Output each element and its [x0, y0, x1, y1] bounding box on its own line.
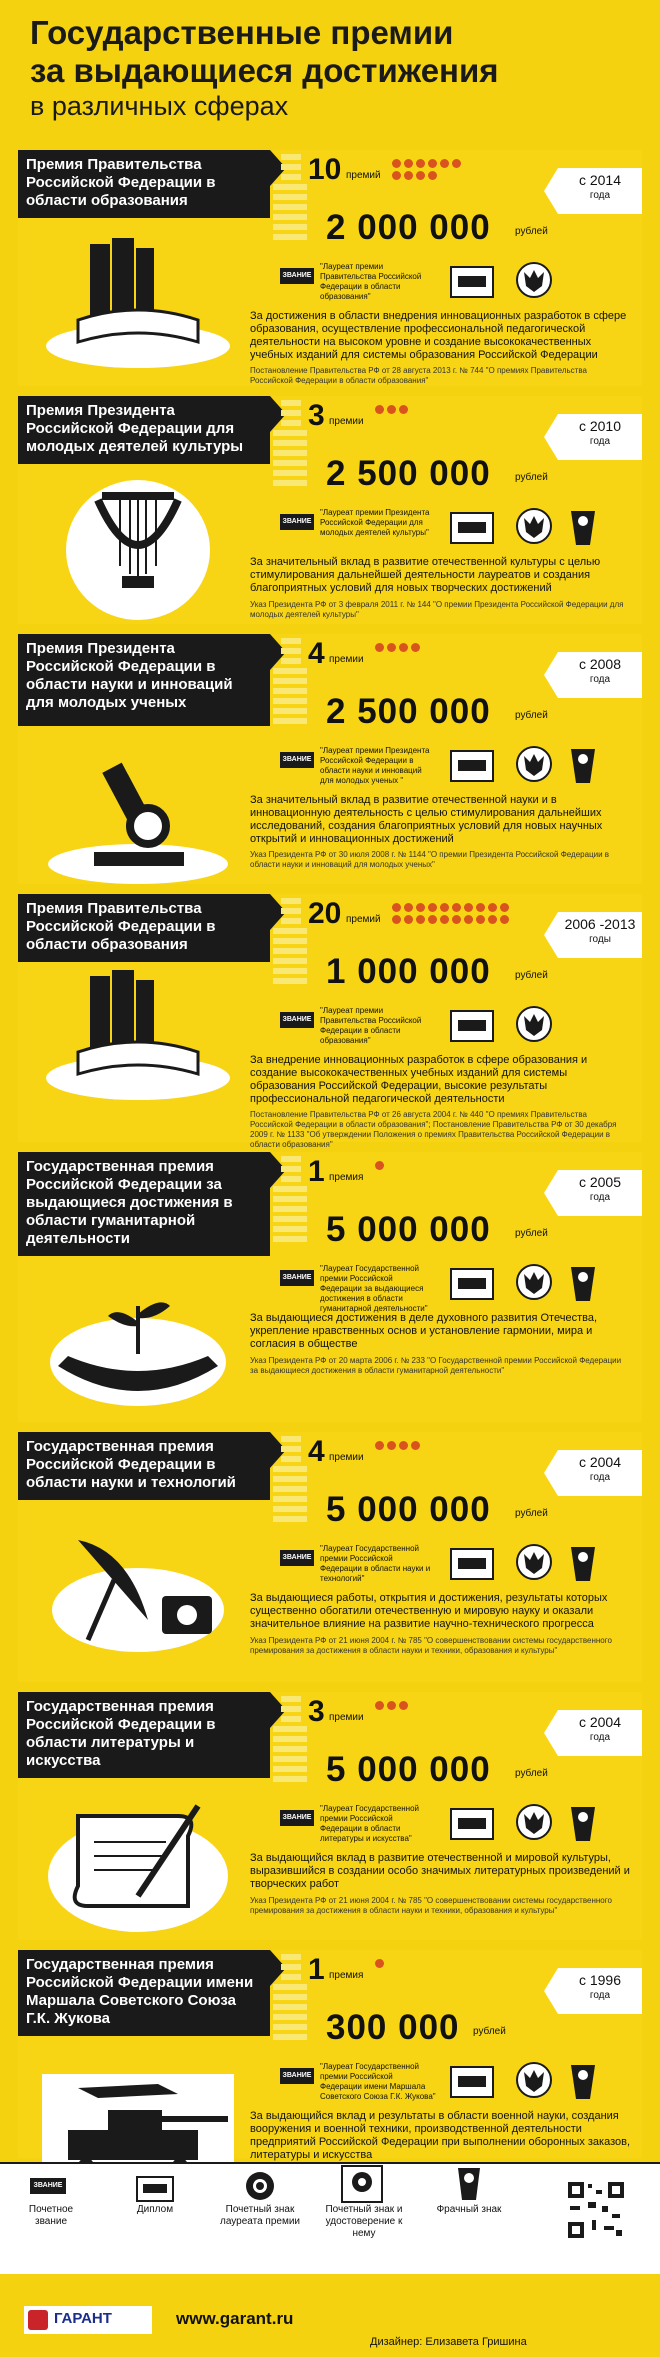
laureate-title: "Лауреат Государственной премии Российской Федерации в области науки и технологий": [320, 1544, 431, 1583]
legend-item-title: Почетное звание: [28, 2204, 74, 2227]
since-year-value: с 2005: [578, 1174, 622, 1190]
prize-dot: [452, 915, 461, 924]
award-description: За достижения в области внедрения инновационных разработок в сфере образования, осуществление профессиональной педагогической деятельности на высоком уровне и создание высококачественных учебных изданий для системы образования Российской Федерации: [250, 310, 627, 361]
prize-dot: [387, 1441, 396, 1450]
tailcoat-sign-icon: [568, 2062, 598, 2102]
prize-dot: [375, 1959, 384, 1968]
since-year-value: с 2008: [578, 656, 622, 672]
emblem-icon: [516, 2060, 552, 2100]
award-illustration: [38, 1266, 238, 1416]
prize-dot: [500, 903, 509, 912]
currency-label: рублей: [515, 1508, 548, 1519]
prize-dot: [411, 643, 420, 652]
diploma-icon: [450, 1808, 494, 1840]
legal-reference: Указ Президента РФ от 3 февраля 2011 г. № 144 "О премии Президента Российской Федерации для молодых деятелей культуры": [250, 600, 624, 619]
diploma-band: [458, 760, 486, 771]
prize-dot: [476, 915, 485, 924]
legal-reference: Указ Президента РФ от 30 июля 2008 г. № 1144 "О премии Президента Российской Федерации в области науки и инноваций для молодых ученых": [250, 850, 610, 869]
prize-dot: [392, 903, 401, 912]
prize-dots: [375, 643, 447, 652]
diploma-icon: [450, 1010, 494, 1042]
prize-dots: [392, 903, 512, 924]
header-title-line1: Государственные премии: [30, 14, 454, 51]
prize-count: 3: [308, 1695, 325, 1728]
prize-amount: 2 500 000: [326, 454, 491, 493]
prize-count-label: премии: [329, 1712, 364, 1723]
laureate-title: "Лауреат Государственной премии Российской Федерации за выдающиеся достижения в области гуманитарной деятельности": [320, 1264, 428, 1313]
tailcoat-sign-icon: [568, 1544, 598, 1584]
prize-dot: [411, 1441, 420, 1450]
prize-count: 1: [308, 1155, 325, 1188]
prize-count: 4: [308, 637, 325, 670]
award-title: Государственная премия Российской Федерации имени Маршала Советского Союза Г.К. Жукова: [18, 1950, 270, 2036]
currency-label: рублей: [515, 1768, 548, 1779]
legend-laureate-sign-icon: [240, 2168, 280, 2204]
award-title: Государственная премия Российской Федерации за выдающиеся достижения в области гуманитарной деятельности: [18, 1152, 270, 1256]
prize-amount: 2 000 000: [326, 208, 491, 247]
since-year-value: с 2004: [578, 1454, 622, 1470]
emblem-icon: [516, 1802, 552, 1842]
header: [0, 0, 660, 140]
title-badge-icon: ЗВАНИЕ: [280, 1270, 314, 1286]
since-year-value: 2006 -2013: [564, 916, 636, 932]
award-panel: [18, 1692, 642, 1940]
prize-count-label: премия: [329, 1970, 364, 1981]
prize-count-label: премии: [329, 416, 364, 427]
award-title: Премия Президента Российской Федерации в области науки и инноваций для молодых ученых: [18, 634, 270, 726]
title-badge-icon: ЗВАНИЕ: [280, 2068, 314, 2084]
prize-dot: [440, 903, 449, 912]
laureate-title: "Лауреат премии Президента Российской Федерации в области науки и инноваций для молодых ученых ": [320, 746, 430, 785]
since-year-label: года: [589, 1990, 611, 2001]
award-description: За выдающийся вклад в развитие отечественной и мировой культуры, выразившийся в создании особо значимых литературных произведений и творческих работ: [250, 1852, 630, 1890]
prize-count: 10: [308, 153, 342, 186]
since-year-value: с 2014: [578, 172, 622, 188]
award-description: За выдающиеся работы, открытия и достижения, результаты которых существенно обогатили отечественную и мировую науку и оказали значительное влияние на развитие научно-технического прогресса: [250, 1592, 608, 1630]
currency-label: рублей: [515, 226, 548, 237]
since-year: [558, 1170, 642, 1216]
prize-dot: [392, 915, 401, 924]
prize-dot: [387, 643, 396, 652]
since-year-value: с 1996: [578, 1972, 622, 1988]
since-year-label: годы: [589, 934, 611, 945]
prize-count: 1: [308, 1953, 325, 1986]
prize-dot: [476, 903, 485, 912]
diploma-icon: [450, 512, 494, 544]
legal-reference: Указ Президента РФ от 21 июня 2004 г. № 785 "О совершенствовании системы государственного премирования за достижения в области науки и техники, образования и культуры": [250, 1636, 612, 1655]
award-illustration: [38, 1510, 238, 1660]
award-title: Премия Правительства Российской Федерации в области образования: [18, 150, 270, 218]
award-description: За значительный вклад в развитие отечественной культуры с целью стимулирования дальнейшей деятельности лауреатов и создания благоприятных условий для новых творческих достижений: [250, 556, 601, 594]
legend-item-diploma: Диплом: [136, 2204, 174, 2215]
prize-dot: [464, 903, 473, 912]
qr-code: [566, 2180, 626, 2240]
diploma-icon: [450, 266, 494, 298]
prize-dot: [464, 915, 473, 924]
prize-dot: [500, 915, 509, 924]
legend-diploma-icon: [136, 2176, 174, 2202]
since-year-label: года: [589, 1192, 611, 1203]
legend-badge-icon: ЗВАНИЕ: [30, 2178, 66, 2194]
prize-dot: [375, 405, 384, 414]
prize-dots: [375, 1959, 447, 1968]
emblem-icon: [516, 744, 552, 784]
prize-dot: [452, 159, 461, 168]
prize-dot: [392, 159, 401, 168]
prize-dot: [416, 159, 425, 168]
prize-dots: [375, 1161, 447, 1170]
award-panel: [18, 396, 642, 624]
prize-dots: [375, 1441, 447, 1450]
award-illustration: [38, 470, 238, 620]
prize-dot: [428, 159, 437, 168]
prize-dot: [404, 159, 413, 168]
award-title: Государственная премия Российской Федерации в области науки и технологий: [18, 1432, 270, 1500]
emblem-icon: [516, 1004, 552, 1044]
title-badge-icon: ЗВАНИЕ: [280, 752, 314, 768]
since-year: [558, 1968, 642, 2014]
diploma-band: [458, 1278, 486, 1289]
tailcoat-sign-icon: [568, 508, 598, 548]
award-title: Государственная премия Российской Федерации в области литературы и искусства: [18, 1692, 270, 1778]
prize-amount: 5 000 000: [326, 1750, 491, 1789]
emblem-icon: [516, 1262, 552, 1302]
prize-amount: 1 000 000: [326, 952, 491, 991]
site-link[interactable]: www.garant.ru: [176, 2309, 294, 2328]
diploma-band: [458, 1818, 486, 1829]
since-year-label: года: [589, 1472, 611, 1483]
legal-reference: Указ Президента РФ от 21 июня 2004 г. № 785 "О совершенствовании системы государственного премирования за достижения в области науки и техники, образования и культуры": [250, 1896, 612, 1915]
currency-label: рублей: [473, 2026, 506, 2037]
prize-count: 4: [308, 1435, 325, 1468]
diploma-band: [458, 276, 486, 287]
prize-dot: [399, 643, 408, 652]
diploma-icon: [450, 2066, 494, 2098]
prize-dot: [375, 1441, 384, 1450]
legend-sign-certificate-icon: [340, 2164, 384, 2204]
prize-dot: [399, 1441, 408, 1450]
prize-count-label: премии: [329, 1452, 364, 1463]
prize-dot: [428, 171, 437, 180]
prize-dot: [404, 903, 413, 912]
award-panel: [18, 1950, 642, 2161]
prize-dots: [375, 405, 447, 414]
prize-dot: [416, 903, 425, 912]
diploma-icon: [450, 750, 494, 782]
prize-dots: [375, 1701, 447, 1710]
award-panel: [18, 150, 642, 386]
since-year: [558, 168, 642, 214]
title-badge-icon: ЗВАНИЕ: [280, 1012, 314, 1028]
prize-dot: [404, 171, 413, 180]
qr-code-icon: [566, 2180, 626, 2240]
laureate-title: "Лауреат Государственной премии Российской Федерации имени Маршала Советского Союза Г.К. Жукова": [320, 2062, 436, 2101]
prize-count-label: премий: [346, 170, 381, 181]
laureate-title: "Лауреат Государственной премии Российской Федерации в области литературы и искусства": [320, 1804, 419, 1843]
laureate-title: "Лауреат премии Правительства Российской Федерации в области образования": [320, 1006, 422, 1045]
prize-dot: [375, 643, 384, 652]
legal-reference: Постановление Правительства РФ от 26 августа 2004 г. № 440 "О премиях Правительства Российской Федерации в области образования"; Постановление Правительства РФ от 30 декабря 2009 г. № 1133 "Об утверждении Положения о премиях Правительства Российской Федерации в области образования": [250, 1110, 617, 1149]
legend-item-laureate-sign: Почетный знак лауреата премии: [219, 2204, 301, 2227]
prize-amount: 300 000: [326, 2008, 460, 2047]
emblem-icon: [516, 1542, 552, 1582]
award-description: За выдающийся вклад и результаты в области военной науки, создания вооружения и военной техники, производственной деятельности предприятий Российской Федерации при выполнении оборонных заказов, литературы и искусства: [250, 2110, 631, 2161]
emblem-icon: [516, 260, 552, 300]
prize-amount: 2 500 000: [326, 692, 491, 731]
prize-dot: [440, 915, 449, 924]
prize-count-label: премий: [346, 914, 381, 925]
award-title: Премия Правительства Российской Федерации в области образования: [18, 894, 270, 962]
currency-label: рублей: [515, 970, 548, 981]
title-badge-icon: ЗВАНИЕ: [280, 268, 314, 284]
prize-dot: [399, 1701, 408, 1710]
award-illustration: [38, 956, 238, 1106]
prize-dot: [375, 1701, 384, 1710]
prize-dot: [452, 903, 461, 912]
award-panel: [18, 634, 642, 884]
prize-dot: [416, 171, 425, 180]
since-year-label: года: [589, 1732, 611, 1743]
legal-reference: Указ Президента РФ от 20 марта 2006 г. № 233 "О Государственной премии Российской Федерации за выдающиеся достижения в области гуманитарной деятельности": [250, 1356, 622, 1375]
title-badge-icon: ЗВАНИЕ: [280, 514, 314, 530]
since-year: [558, 652, 642, 698]
legal-reference: Постановление Правительства РФ от 28 августа 2013 г. № 744 "О премиях Правительства Российской Федерации в области образования": [250, 366, 587, 385]
diploma-band: [458, 522, 486, 533]
award-illustration: [38, 1786, 238, 1936]
award-description: За выдающиеся достижения в деле духовного развития Отечества, укрепление нравственных основ и установление гармонии, мира и согласия в обществе: [250, 1312, 598, 1350]
prize-count: 3: [308, 399, 325, 432]
legend-tailcoat-sign-icon: [454, 2164, 484, 2204]
prize-amount: 5 000 000: [326, 1210, 491, 1249]
legend-item-tailcoat-sign: Фрачный знак: [436, 2204, 502, 2215]
prize-dot: [392, 171, 401, 180]
award-illustration: [38, 740, 238, 890]
since-year-label: года: [589, 190, 611, 201]
since-year: [558, 1450, 642, 1496]
prize-dots: [392, 159, 464, 180]
since-year-label: года: [589, 436, 611, 447]
currency-label: рублей: [515, 710, 548, 721]
diploma-icon: [450, 1268, 494, 1300]
prize-dot: [387, 405, 396, 414]
award-illustration: [38, 224, 238, 374]
laureate-title: "Лауреат премии Правительства Российской Федерации в области образования": [320, 262, 422, 301]
diploma-icon: [450, 1548, 494, 1580]
diploma-band: [458, 1558, 486, 1569]
prize-count-label: премии: [329, 654, 364, 665]
prize-dot: [428, 903, 437, 912]
prize-dot: [399, 405, 408, 414]
tailcoat-sign-icon: [568, 746, 598, 786]
since-year-value: с 2010: [578, 418, 622, 434]
diploma-band: [458, 1020, 486, 1031]
prize-count-label: премия: [329, 1172, 364, 1183]
title-badge-icon: ЗВАНИЕ: [280, 1810, 314, 1826]
since-year: [558, 1710, 642, 1756]
prize-count: 20: [308, 897, 342, 930]
prize-dot: [404, 915, 413, 924]
award-panel: [18, 1432, 642, 1682]
prize-dot: [488, 915, 497, 924]
prize-dot: [416, 915, 425, 924]
award-description: За внедрение инновационных разработок в сфере образования и создание высококачественных учебных изданий для системы образования Российской Федерации, высокие результаты профессиональной педагогической деятельности: [250, 1054, 588, 1105]
prize-dot: [387, 1701, 396, 1710]
since-year: [558, 414, 642, 460]
prize-dot: [428, 915, 437, 924]
designer-credit: Дизайнер: Елизавета Гришина: [370, 2336, 527, 2348]
currency-label: рублей: [515, 1228, 548, 1239]
title-badge-icon: ЗВАНИЕ: [280, 1550, 314, 1566]
prize-dot: [375, 1161, 384, 1170]
emblem-icon: [516, 506, 552, 546]
prize-amount: 5 000 000: [326, 1490, 491, 1529]
garant-logo: ГАРАНТ: [24, 2306, 152, 2334]
garant-logo-icon: [28, 2310, 48, 2330]
since-year-label: года: [589, 674, 611, 685]
since-year-value: с 2004: [578, 1714, 622, 1730]
award-description: За значительный вклад в развитие отечественной науки и в инновационную деятельность с целью стимулирования дальнейших исследований, создания благоприятных условий для новых научных открытий и инновационных достижений: [250, 794, 603, 845]
currency-label: рублей: [515, 472, 548, 483]
tailcoat-sign-icon: [568, 1264, 598, 1304]
prize-dot: [440, 159, 449, 168]
since-year: [558, 912, 642, 958]
header-title-line2: за выдающиеся достижения: [30, 52, 499, 89]
award-title: Премия Президента Российской Федерации для молодых деятелей культуры: [18, 396, 270, 464]
header-subtitle: в различных сферах: [30, 91, 289, 121]
diploma-band: [458, 2076, 486, 2087]
prize-dot: [488, 903, 497, 912]
legend-item-sign-certificate: Почетный знак и удостоверение к нему: [325, 2204, 403, 2239]
award-panel: [18, 894, 642, 1149]
award-panel: [18, 1152, 642, 1422]
laureate-title: "Лауреат премии Президента Российской Федерации для молодых деятелей культуры": [320, 508, 430, 537]
tailcoat-sign-icon: [568, 1804, 598, 1844]
